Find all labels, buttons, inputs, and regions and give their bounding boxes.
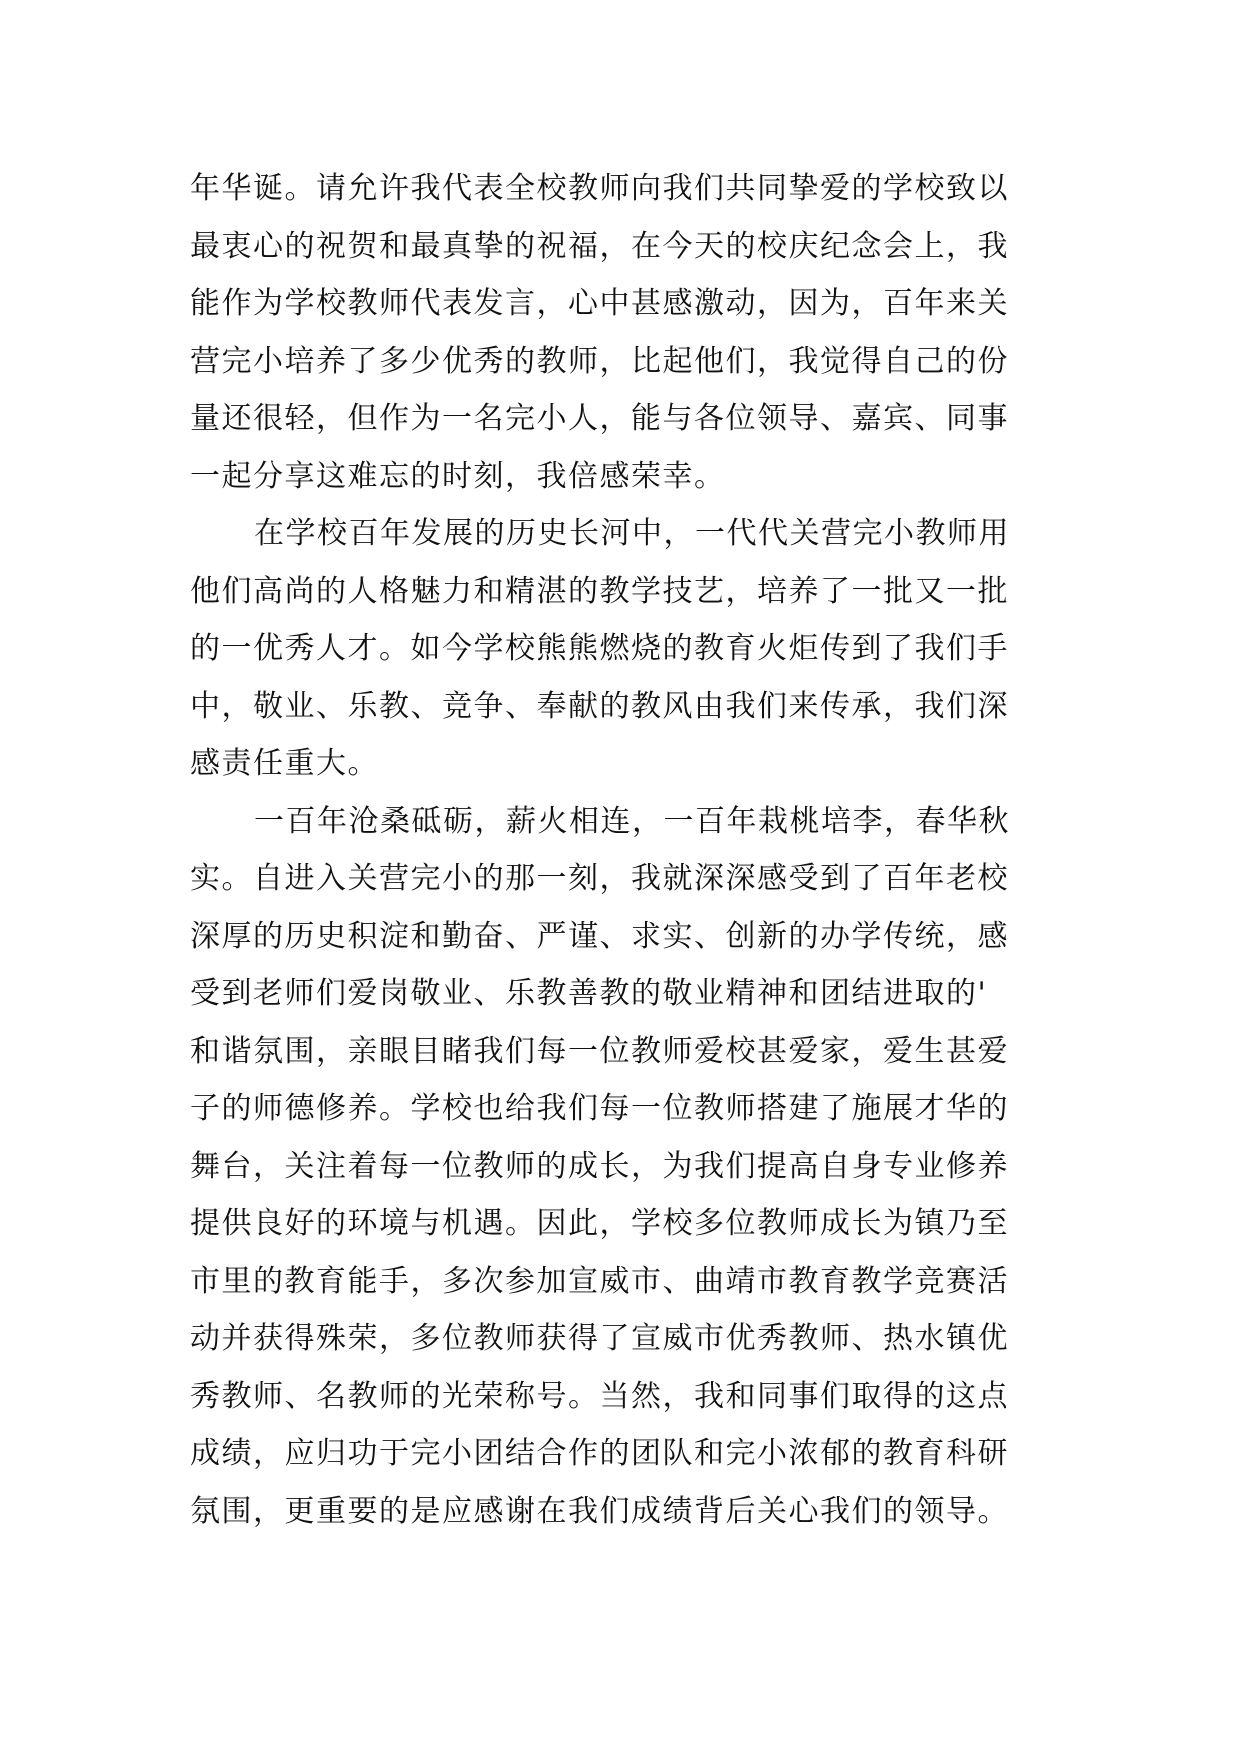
paragraph-first-line: 一百年沧桑砥砺，薪火相连，一百年栽桃培李，春华秋 bbox=[254, 803, 1010, 839]
text-line: 能作为学校教师代表发言，心中甚感激动，因为，百年来关 bbox=[190, 286, 1009, 321]
text-line: 的一优秀人才。如今学校熊熊燃烧的教育火炬传到了我们手 bbox=[190, 631, 1009, 666]
text-line: 氛围，更重要的是应感谢在我们成绩背后关心我们的领导。 bbox=[190, 1493, 1009, 1529]
text-line: 他们高尚的人格魅力和精湛的教学技艺，培养了一批又一批 bbox=[190, 573, 1009, 609]
text-line: 子的师德修养。学校也给我们每一位教师搭建了施展才华的 bbox=[190, 1091, 1009, 1126]
text-line: 秀教师、名教师的光荣称号。当然，我和同事们取得的这点 bbox=[190, 1378, 1009, 1414]
text-line: 动并获得殊荣，多位教师获得了宣威市优秀教师、热水镇优 bbox=[190, 1321, 1009, 1356]
text-line: 深厚的历史积淀和勤奋、严谨、求实、创新的办学传统，感 bbox=[190, 918, 1009, 954]
text-line: 和谐氛围，亲眼目睹我们每一位教师爱校甚爱家，爱生甚爱 bbox=[190, 1033, 1009, 1069]
body-text bbox=[190, 160, 1070, 1540]
text-line: 量还很轻，但作为一名完小人，能与各位领导、嘉宾、同事 bbox=[190, 401, 1009, 436]
text-line: 市里的教育能手，多次参加宣威市、曲靖市教育教学竞赛活 bbox=[190, 1263, 1009, 1299]
text-line: 舞台，关注着每一位教师的成长，为我们提高自身专业修养 bbox=[190, 1148, 1009, 1184]
text-line: 成绩，应归功于完小团结合作的团队和完小浓郁的教育科研 bbox=[190, 1436, 1009, 1471]
text-line: 感责任重大。 bbox=[190, 746, 379, 781]
text-line: 实。自进入关营完小的那一刻，我就深深感受到了百年老校 bbox=[190, 861, 1009, 896]
paragraph-first-line: 在学校百年发展的历史长河中，一代代关营完小教师用 bbox=[254, 516, 1010, 551]
text-line: 受到老师们爱岗敬业、乐教善教的敬业精神和团结进取的' bbox=[190, 976, 988, 1011]
text-line: 最衷心的祝贺和最真挚的祝福，在今天的校庆纪念会上，我 bbox=[190, 228, 1009, 264]
text-line: 年华诞。请允许我代表全校教师向我们共同挚爱的学校致以 bbox=[190, 171, 1009, 206]
text-line: 一起分享这难忘的时刻，我倍感荣幸。 bbox=[190, 458, 726, 494]
text-line: 营完小培养了多少优秀的教师，比起他们，我觉得自己的份 bbox=[190, 343, 1009, 379]
text-line: 中，敬业、乐教、竞争、奉献的教风由我们来传承，我们深 bbox=[190, 688, 1009, 724]
text-line: 提供良好的环境与机遇。因此，学校多位教师成长为镇乃至 bbox=[190, 1206, 1009, 1241]
